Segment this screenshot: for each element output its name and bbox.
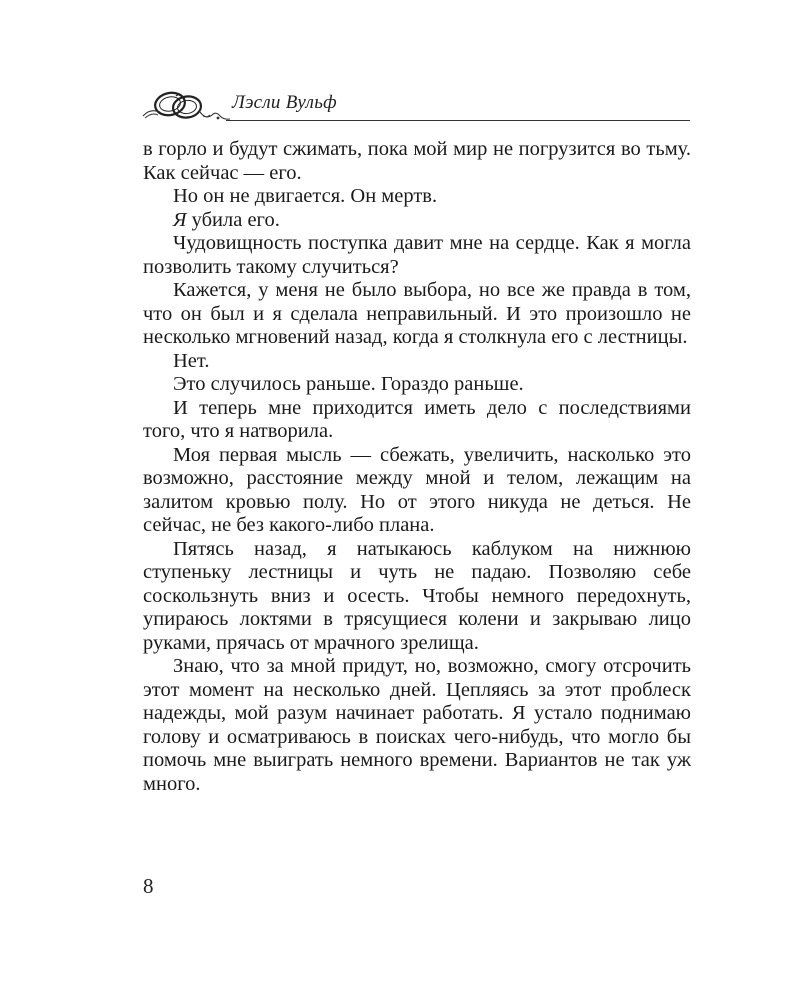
wedding-rings-icon xyxy=(140,82,235,124)
author-name: Лэсли Вульф xyxy=(232,92,337,113)
paragraph: Пятясь назад, я натыкаюсь каблуком на нижнюю ступеньку лестницы и чуть не падаю. Позволяю себе соскользнуть вниз и осесть. Чтобы немного передохнуть, упираюсь локтями в трясущиеся колени и закрываю лицо руками, прячась от мрачного зрелища. xyxy=(143,537,691,654)
paragraph: Это случилось раньше. Гораздо раньше. xyxy=(173,373,524,395)
paragraph: Чудовищность поступка давит мне на сердце. Как я могла позволить такому случиться? xyxy=(143,232,691,278)
header-rule xyxy=(226,120,690,121)
page-number: 8 xyxy=(143,874,154,898)
paragraph: Моя первая мысль — сбежать, увеличить, насколько это возможно, расстояние между мной и телом, лежащим на залитом кровью полу. Но от этого никуда не деться. Не сейчас, не без какого-либо плана. xyxy=(143,443,691,536)
paragraph: Кажется, у меня не было выбора, но все же правда в том, что он был и я сделала неправильный. И это произошло не несколько мгновений назад, когда я столкнула его с лестницы. xyxy=(143,279,691,348)
paragraph-text: убила его. xyxy=(186,208,280,231)
paragraph: Знаю, что за мной придут, но, возможно, смогу отсрочить этот момент на несколько дней. Цепляясь за этот проблеск надежды, мой разум начинает работать. Я устало поднимаю голову и осматриваюсь в поисках чего-нибудь, что могло бы помочь мне выиграть немного времени. Вариантов не так уж много. xyxy=(143,655,691,795)
paragraph xyxy=(143,209,691,233)
paragraph: Нет. xyxy=(173,349,210,372)
paragraph: в горло и будут сжимать, пока мой мир не погрузится во тьму. Как сейчас — его. xyxy=(143,138,691,184)
paragraph: Но он не двигается. Он мертв. xyxy=(173,185,438,207)
running-header xyxy=(140,82,690,124)
page-body xyxy=(143,138,691,796)
italic-word: Я xyxy=(173,208,187,231)
paragraph: И теперь мне приходится иметь дело с последствиями того, что я натворила. xyxy=(143,396,691,442)
